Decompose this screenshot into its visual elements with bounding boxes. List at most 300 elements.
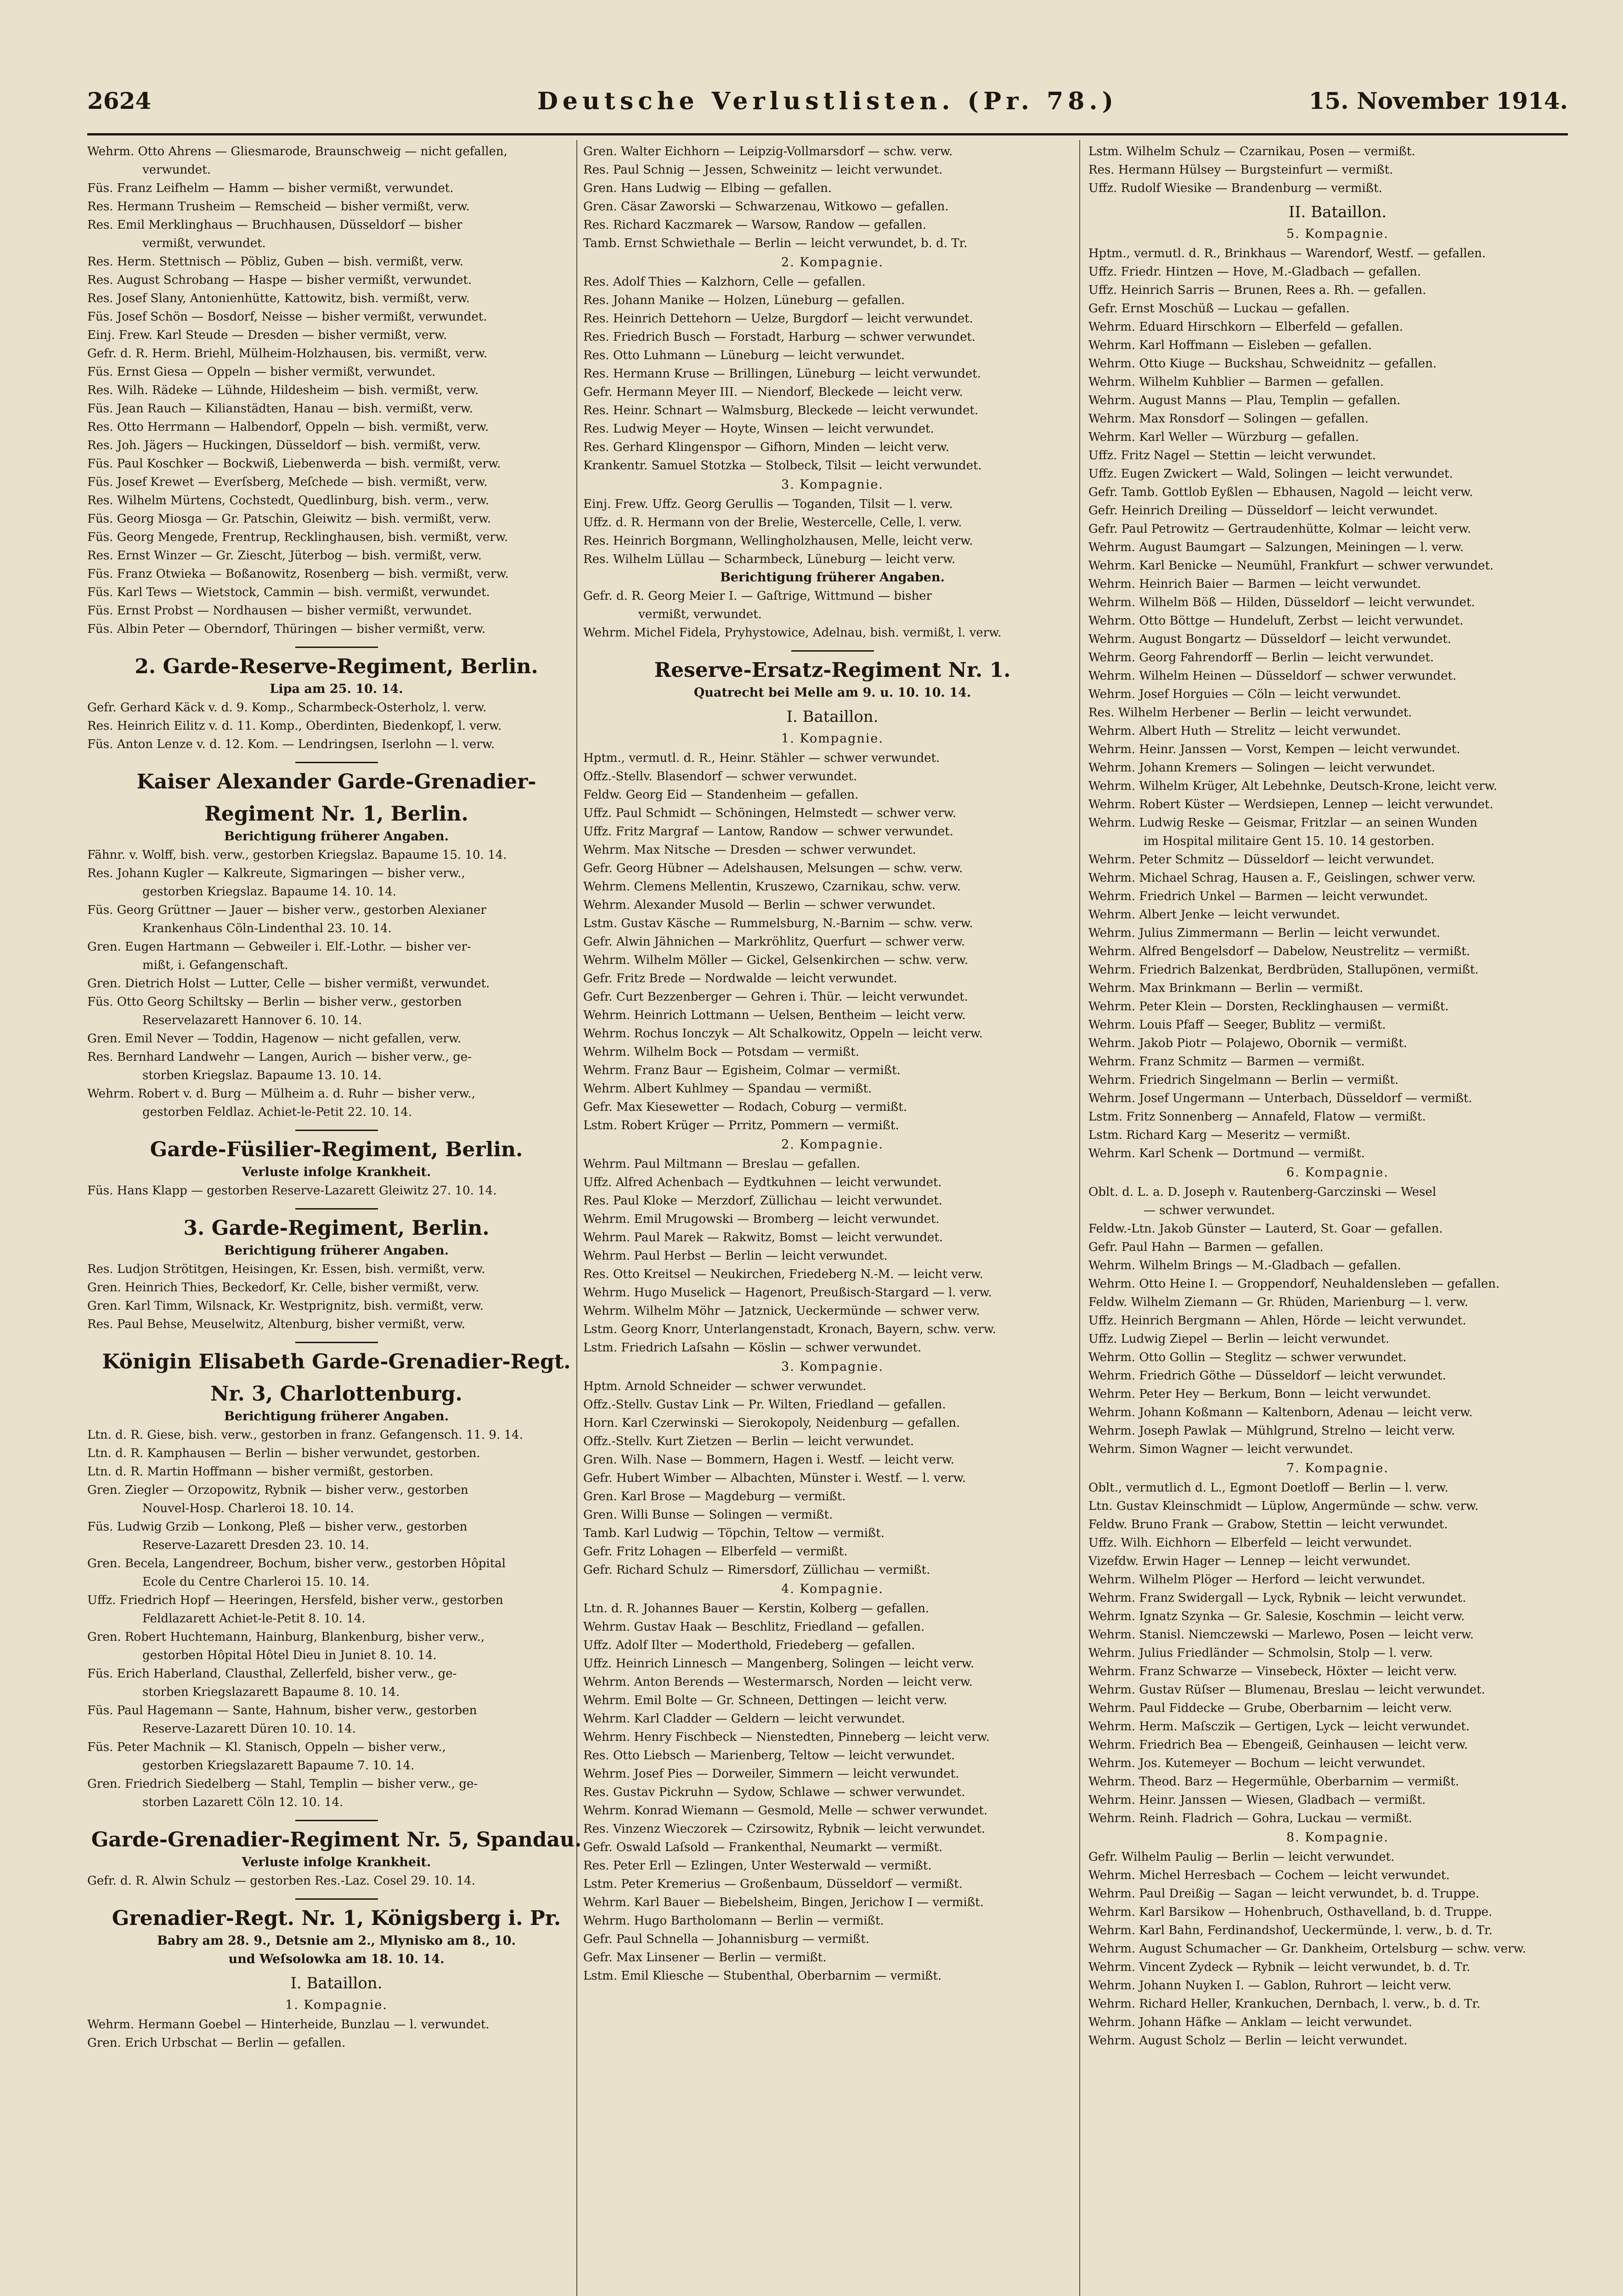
casualty-entry: Wehrm. Friedrich Unkel — Barmen — leicht verwundet. — [1088, 889, 1428, 903]
casualty-entry: Füs. Josef Krewet — Everſsberg, Meſchede — bish. vermißt, verw. — [87, 475, 488, 489]
casualty-entry: Wehrm. Franz Schmitz — Barmen — vermißt. — [1088, 1055, 1365, 1069]
casualty-entry: Füs. Otto Georg Schiltsky — Berlin — bisher verw., gestorben — [87, 995, 462, 1009]
casualty-entry: Wehrm. Hugo Muselick — Hagenort, Preußisch-Stargard — l. verw. — [583, 1286, 992, 1300]
regiment-heading: Regiment Nr. 1, Berlin. — [204, 802, 468, 826]
casualty-entry: Wehrm. Josef Pies — Dorweiler, Simmern — leicht verwundet. — [583, 1767, 959, 1781]
casualty-entry-continuation: storben Kriegslaz. Bapaume 13. 10. 14. — [142, 1069, 382, 1082]
casualty-entry: Einj. Frew. Karl Steude — Dresden — bisher vermißt, verw. — [87, 328, 447, 342]
casualty-entry: Wehrm. Paul Herbst — Berlin — leicht verwundet. — [583, 1249, 888, 1263]
casualty-entry: Res. Paul Kloke — Merzdorf, Züllichau — leicht verwundet. — [583, 1194, 943, 1208]
casualty-entry: Gefr. Tamb. Gottlob Eyßlen — Ebhausen, Nagold — leicht verw. — [1088, 485, 1473, 499]
company-heading: 3. Kompagnie. — [781, 1360, 884, 1374]
section-separator — [295, 1208, 378, 1210]
casualty-entry: Wehrm. Josef Horguies — Cöln — leicht verwundet. — [1088, 687, 1401, 701]
casualty-entry: Wehrm. Julius Zimmermann — Berlin — leicht verwundet. — [1088, 926, 1441, 940]
section-separator — [295, 1820, 378, 1821]
casualty-entry: Gefr. Oswald Laſsold — Frankenthal, Neumarkt — vermißt. — [583, 1840, 943, 1854]
casualty-entry: Füs. Georg Mengede, Frentrup, Recklinghausen, bish. vermißt, verw. — [87, 530, 508, 544]
casualty-entry: Gren. Eugen Hartmann — Gebweiler i. Elf.-Lothr. — bisher ver- — [87, 940, 471, 954]
casualty-entry: Füs. Georg Miosga — Gr. Patschin, Gleiwitz — bish. vermißt, verw. — [87, 512, 491, 526]
casualty-entry: Uffz. Eugen Zwickert — Wald, Solingen — leicht verwundet. — [1088, 467, 1453, 481]
casualty-entry: Wehrm. Friedrich Singelmann — Berlin — vermißt. — [1088, 1073, 1399, 1087]
casualty-entry: Wehrm. Hermann Goebel — Hinterheide, Bunzlau — l. verwundet. — [87, 2018, 490, 2032]
casualty-entry: Krankentr. Samuel Stotzka — Stolbeck, Tilsit — leicht verwundet. — [583, 459, 982, 473]
company-heading: 2. Kompagnie. — [781, 1137, 884, 1152]
casualty-entry: Gren. Robert Huchtemann, Hainburg, Blankenburg, bisher verw., — [87, 1630, 485, 1644]
casualty-entry: Ltn. d. R. Johannes Bauer — Kerstin, Kolberg — gefallen. — [583, 1602, 930, 1615]
casualty-entry: Uffz. Alfred Achenbach — Eydtkuhnen — leicht verwundet. — [583, 1176, 942, 1189]
casualty-entry: Einj. Frew. Uffz. Georg Gerullis — Toganden, Tilsit — l. verw. — [583, 497, 953, 511]
casualty-entry: Gefr. Paul Petrowitz — Gertraudenhütte, Kolmar — leicht verw. — [1088, 522, 1471, 536]
casualty-entry: Wehrm. Franz Baur — Egisheim, Colmar — vermißt. — [583, 1064, 901, 1077]
casualty-entry-continuation: Nouvel-Hosp. Charleroi 18. 10. 14. — [142, 1502, 354, 1515]
casualty-entry: Gefr. Fritz Lohagen — Elberfeld — vermißt. — [583, 1545, 848, 1559]
casualty-entry: Lstm. Georg Knorr, Unterlangenstadt, Kronach, Bayern, schw. verw. — [583, 1322, 997, 1336]
casualty-entry: Res. Josef Slany, Antonienhütte, Kattowitz, bish. vermißt, verw. — [87, 292, 470, 305]
casualty-entry: Wehrm. Paul Dreißig — Sagan — leicht verwundet, b. d. Truppe. — [1088, 1887, 1480, 1901]
casualty-entry: Wehrm. August Manns — Plau, Templin — gefallen. — [1088, 394, 1401, 407]
casualty-entry: Fähnr. v. Wolff, bish. verw., gestorben Kriegslaz. Bapaume 15. 10. 14. — [87, 848, 507, 862]
casualty-entry: Ltn. d. R. Martin Hoffmann — bisher vermißt, gestorben. — [87, 1465, 434, 1479]
casualty-entry: Wehrm. Eduard Hirschkorn — Elberfeld — gefallen. — [1088, 320, 1403, 334]
casualty-entry: Wehrm. Ludwig Reske — Geismar, Fritzlar — an seinen Wunden — [1088, 816, 1477, 830]
regiment-heading: 2. Garde-Reserve-Regiment, Berlin. — [135, 655, 538, 678]
section-subheading: Berichtigung früherer Angaben. — [720, 570, 945, 585]
casualty-entry: Wehrm. Heinrich Baier — Barmen — leicht verwundet. — [1088, 577, 1421, 591]
casualty-entry: Gefr. Curt Bezzenberger — Gehren i. Thür. — leicht verwundet. — [583, 990, 968, 1004]
page-date: 15. November 1914. — [1308, 87, 1568, 114]
casualty-entry: Gren. Ziegler — Orzopowitz, Rybnik — bisher verw., gestorben — [87, 1483, 468, 1497]
casualty-entry: Wehrm. Otto Ahrens — Gliesmarode, Braunschweig — nicht gefallen, — [87, 145, 507, 158]
casualty-entry: Gren. Karl Brose — Magdeburg — vermißt. — [583, 1490, 846, 1503]
column-2 — [583, 142, 1082, 1985]
casualty-entry: Gefr. d. R. Alwin Schulz — gestorben Res.-Laz. Cosel 29. 10. 14. — [87, 1874, 475, 1888]
casualty-entry: Wehrm. Peter Hey — Berkum, Bonn — leicht verwundet. — [1088, 1387, 1431, 1401]
casualty-entry: Gren. Dietrich Holst — Lutter, Celle — bisher vermißt, verwundet. — [87, 977, 490, 990]
page-title: Deutsche Verlustlisten. (Pr. 78.) — [537, 87, 1118, 115]
casualty-entry: Wehrm. Henry Fischbeck — Nienstedten, Pinneberg — leicht verw. — [583, 1730, 990, 1744]
column-1 — [87, 142, 586, 2052]
page-number: 2624 — [87, 87, 152, 114]
casualty-entry: Res. Otto Liebsch — Marienberg, Teltow — leicht verwundet. — [583, 1749, 955, 1762]
casualty-entry: Gren. Walter Eichhorn — Leipzig-Vollmarsdorf — schw. verw. — [583, 145, 953, 158]
casualty-entry: Wehrm. August Schumacher — Gr. Dankheim, Ortelsburg — schw. verw. — [1088, 1942, 1526, 1956]
casualty-entry: Wehrm. Wilhelm Plöger — Herford — leicht verwundet. — [1088, 1573, 1426, 1587]
section-separator — [295, 1342, 378, 1343]
casualty-entry: Wehrm. Rochus Ionczyk — Alt Schalkowitz, Oppeln — leicht verw. — [583, 1027, 983, 1041]
header-rule — [87, 133, 1568, 135]
casualty-entry-continuation: Feldlazarett Achiet-le-Petit 8. 10. 14. — [142, 1612, 366, 1626]
casualty-entry: Lstm. Fritz Sonnenberg — Annafeld, Flatow — vermißt. — [1088, 1110, 1426, 1124]
casualty-entry: Füs. Ludwig Grzib — Lonkong, Pleß — bisher verw., gestorben — [87, 1520, 468, 1534]
casualty-entry: Res. Richard Kaczmarek — Warsow, Randow — gefallen. — [583, 218, 927, 232]
casualty-entry: Wehrm. Anton Berends — Westermarsch, Norden — leicht verw. — [583, 1675, 973, 1689]
casualty-entry-continuation: — schwer verwundet. — [1144, 1204, 1275, 1217]
casualty-entry: Wehrm. Simon Wagner — leicht verwundet. — [1088, 1442, 1353, 1456]
casualty-entry: Wehrm. Georg Fahrendorff — Berlin — leicht verwundet. — [1088, 651, 1434, 664]
company-heading: 8. Kompagnie. — [1286, 1830, 1389, 1845]
battalion-heading: II. Bataillon. — [1288, 203, 1387, 221]
casualty-entry: Wehrm. Johann Häfke — Anklam — leicht verwundet. — [1088, 2015, 1413, 2029]
casualty-entry: Wehrm. Wilhelm Heinen — Düsseldorf — schwer verwundet. — [1088, 669, 1457, 683]
casualty-entry: Tamb. Karl Ludwig — Töpchin, Teltow — vermißt. — [583, 1526, 885, 1540]
casualty-entry-continuation: gestorben Kriegslazarett Bapaume 7. 10. 14. — [142, 1759, 415, 1773]
casualty-entry: Wehrm. Karl Cladder — Geldern — leicht verwundet. — [583, 1712, 905, 1726]
casualty-entry: Wehrm. Konrad Wiemann — Gesmold, Melle — schwer verwundet. — [583, 1804, 988, 1818]
casualty-entry: Wehrm. Paul Fiddecke — Grube, Oberbarnim — leicht verw. — [1088, 1701, 1452, 1715]
casualty-entry: Füs. Peter Machnik — Kl. Stanisch, Oppeln — bisher verw., — [87, 1740, 446, 1754]
section-subheading: Babry am 28. 9., Detsnie am 2., Mlynisko am 8., 10. — [157, 1934, 516, 1948]
casualty-entry: Uffz. Paul Schmidt — Schöningen, Helmstedt — schwer verw. — [583, 806, 957, 820]
casualty-entry: Wehrm. Friedrich Göthe — Düsseldorf — leicht verwundet. — [1088, 1369, 1446, 1383]
casualty-entry: Füs. Franz Leifhelm — Hamm — bisher vermißt, verwundet. — [87, 181, 454, 195]
regiment-heading: Kaiser Alexander Garde-Grenadier- — [136, 770, 536, 793]
casualty-entry: Offz.-Stellv. Gustav Link — Pr. Wilten, Friedland — gefallen. — [583, 1398, 946, 1412]
casualty-entry: Füs. Ernst Probst — Nordhausen — bisher vermißt, verwundet. — [87, 604, 472, 618]
casualty-entry-continuation: gestorben Hôpital Hôtel Dieu in Juniet 8. 10. 14. — [142, 1649, 437, 1662]
casualty-entry: Res. Adolf Thies — Kalzhorn, Celle — gefallen. — [583, 275, 866, 289]
casualty-entry-continuation: gestorben Feldlaz. Achiet-le-Petit 22. 10. 14. — [142, 1105, 412, 1119]
casualty-entry: Wehrm. Franz Swidergall — Lyck, Rybnik — leicht verwundet. — [1088, 1591, 1466, 1605]
section-subheading: Berichtigung früherer Angaben. — [224, 829, 449, 844]
casualty-entry: Wehrm. Otto Kiuge — Buckshau, Schweidnitz — gefallen. — [1088, 357, 1437, 371]
casualty-entry: Oblt. d. L. a. D. Joseph v. Rautenberg-Garczinski — Wesel — [1088, 1185, 1437, 1199]
casualty-entry: Wehrm. Wilhelm Brings — M.-Gladbach — gefallen. — [1088, 1259, 1401, 1272]
casualty-entry: Uffz. Heinrich Bergmann — Ahlen, Hörde — leicht verwundet. — [1088, 1314, 1466, 1328]
casualty-entry: Wehrm. Alexander Musold — Berlin — schwer verwundet. — [583, 898, 936, 912]
casualty-entry: Wehrm. Peter Schmitz — Düsseldorf — leicht verwundet. — [1088, 853, 1435, 867]
casualty-entry: Gefr. d. R. Herm. Briehl, Mülheim-Holzhausen, bis. vermißt, verw. — [87, 347, 488, 360]
casualty-entry: Wehrm. Emil Bolte — Gr. Schneen, Dettingen — leicht verw. — [583, 1694, 947, 1707]
casualty-entry: Uffz. Wilh. Eichhorn — Elberfeld — leicht verwundet. — [1088, 1536, 1412, 1550]
casualty-entry: Wehrm. Herm. Maſsczik — Gertigen, Lyck — leicht verwundet. — [1088, 1720, 1470, 1733]
casualty-entry: Gefr. Wilhelm Paulig — Berlin — leicht verwundet. — [1088, 1850, 1395, 1864]
casualty-entry: Füs. Anton Lenze v. d. 12. Kom. — Lendringsen, Iserlohn — l. verw. — [87, 737, 495, 751]
casualty-entry: Gefr. Alwin Jähnichen — Markröhlitz, Querfurt — schwer verw. — [583, 935, 965, 949]
casualty-entry: Wehrm. Karl Schenk — Dortmund — vermißt. — [1088, 1147, 1365, 1160]
casualty-entry: Lstm. Gustav Käsche — Rummelsburg, N.-Barnim — schw. verw. — [583, 917, 973, 930]
casualty-entry: Uffz. Heinrich Sarris — Brunen, Rees a. Rh. — gefallen. — [1088, 283, 1426, 297]
casualty-entry-continuation: im Hospital militaire Gent 15. 10. 14 gestorben. — [1144, 834, 1435, 848]
casualty-entry: Füs. Erich Haberland, Clausthal, Zellerfeld, bisher verw., ge- — [87, 1667, 457, 1681]
casualty-entry: Gefr. d. R. Georg Meier I. — Gaſtrige, Wittmund — bisher — [583, 589, 932, 603]
casualty-entry: Lstm. Wilhelm Schulz — Czarnikau, Posen — vermißt. — [1088, 145, 1415, 158]
company-heading: 2. Kompagnie. — [781, 255, 884, 270]
casualty-entry: Res. Bernhard Landwehr — Langen, Aurich — bisher verw., ge- — [87, 1050, 472, 1064]
casualty-entry: Wehrm. Gustav Haak — Beschlitz, Friedland — gefallen. — [583, 1620, 925, 1634]
casualty-entry: Oblt., vermutlich d. L., Egmont Doetloff — Berlin — l. verw. — [1088, 1481, 1448, 1495]
casualty-entry: Uffz. Friedrich Hopf — Heeringen, Hersfeld, bisher verw., gestorben — [87, 1593, 503, 1607]
casualty-entry: Res. Heinr. Schnart — Walmsburg, Bleckede — leicht verwundet. — [583, 404, 979, 417]
section-separator — [791, 650, 874, 652]
casualty-entry: Gren. Hans Ludwig — Elbing — gefallen. — [583, 181, 832, 195]
casualty-entry: Wehrm. Julius Friedländer — Schmolsin, Stolp — l. verw. — [1088, 1646, 1433, 1660]
casualty-entry: Gren. Wilh. Nase — Bommern, Hagen i. Westf. — leicht verw. — [583, 1453, 955, 1467]
casualty-entry: Füs. Jean Rauch — Kilianstädten, Hanau — bish. vermißt, verw. — [87, 402, 473, 416]
casualty-entry: Gren. Karl Timm, Wilsnack, Kr. Westprignitz, bish. vermißt, verw. — [87, 1299, 484, 1313]
casualty-entry: Wehrm. Michael Schrag, Hausen a. F., Geislingen, schwer verw. — [1088, 871, 1476, 885]
casualty-entry: Hptm. Arnold Schneider — schwer verwundet. — [583, 1379, 867, 1393]
casualty-entry: Feldw. Bruno Frank — Grabow, Stettin — leicht verwundet. — [1088, 1518, 1448, 1531]
casualty-entry: Füs. Ernst Giesa — Oppeln — bisher vermißt, verwundet. — [87, 365, 436, 379]
casualty-entry: Wehrm. Wilhelm Möller — Gickel, Gelsenkirchen — schw. verw. — [583, 953, 969, 967]
casualty-entry: Wehrm. Franz Schwarze — Vinsebeck, Höxter — leicht verw. — [1088, 1665, 1457, 1678]
casualty-entry: Wehrm. Louis Pfaff — Seeger, Bublitz — vermißt. — [1088, 1018, 1386, 1032]
regiment-heading: Nr. 3, Charlottenburg. — [210, 1382, 462, 1406]
casualty-entry: Res. Ernst Winzer — Gr. Ziescht, Jüterbog — bish. vermißt, verw. — [87, 549, 482, 563]
casualty-entry: Uffz. Fritz Nagel — Stettin — leicht verwundet. — [1088, 449, 1376, 462]
casualty-entry: Res. Herm. Stettnisch — Pöbliz, Guben — bish. vermißt, verw. — [87, 255, 464, 269]
casualty-entry: Wehrm. Friedrich Bea — Ebengeiß, Geinhausen — leicht verw. — [1088, 1738, 1468, 1752]
casualty-entry: Wehrm. Vincent Zydeck — Rybnik — leicht verwundet, b. d. Tr. — [1088, 1960, 1471, 1974]
casualty-entry: Res. Wilhelm Mürtens, Cochstedt, Quedlinburg, bish. verm., verw. — [87, 494, 489, 507]
section-separator — [295, 762, 378, 763]
casualty-entry: Wehrm. Robert v. d. Burg — Mülheim a. d. Ruhr — bisher verw., — [87, 1087, 476, 1101]
casualty-entry: Wehrm. Josef Ungermann — Unterbach, Düsseldorf — vermißt. — [1088, 1092, 1472, 1105]
casualty-entry: Res. Heinrich Eilitz v. d. 11. Komp., Oberdinten, Biedenkopf, l. verw. — [87, 719, 502, 733]
casualty-entry: Uffz. Adolf Ilter — Moderthold, Friedeberg — gefallen. — [583, 1638, 915, 1652]
casualty-entry: Res. Otto Herrmann — Halbendorf, Oppeln — bish. vermißt, verw. — [87, 420, 489, 434]
casualty-entry: Gren. Cäsar Zaworski — Schwarzenau, Witkowo — gefallen. — [583, 200, 949, 214]
casualty-entry: Ltn. Gustav Kleinschmidt — Lüplow, Angermünde — schw. verw. — [1088, 1499, 1479, 1513]
casualty-entry: Res. Hermann Kruse — Brillingen, Lüneburg — leicht verwundet. — [583, 367, 981, 381]
casualty-entry: Füs. Hans Klapp — gestorben Reserve-Lazarett Gleiwitz 27. 10. 14. — [87, 1184, 497, 1198]
casualty-entry-continuation: mißt, i. Gefangenschaft. — [142, 958, 288, 972]
regiment-heading: 3. Garde-Regiment, Berlin. — [183, 1216, 490, 1240]
casualty-entry: Res. Paul Behse, Meuselwitz, Altenburg, bisher vermißt, verw. — [87, 1317, 466, 1331]
section-separator — [295, 647, 378, 648]
casualty-entry: Gefr. Georg Hübner — Adelshausen, Melsungen — schw. verw. — [583, 861, 963, 875]
company-heading: 4. Kompagnie. — [781, 1582, 884, 1596]
casualty-entry-continuation: gestorben Kriegslaz. Bapaume 14. 10. 14. — [142, 885, 396, 899]
casualty-entry: Gefr. Heinrich Dreiling — Düsseldorf — leicht verwundet. — [1088, 504, 1438, 518]
casualty-entry: Gefr. Hubert Wimber — Albachten, Münster i. Westf. — l. verw. — [583, 1471, 966, 1485]
section-subheading: Verluste infolge Krankheit. — [242, 1165, 431, 1179]
casualty-entry: Gefr. Max Linsener — Berlin — vermißt. — [583, 1951, 827, 1964]
casualty-entry: Wehrm. Stanisl. Niemczewski — Marlewo, Posen — leicht verw. — [1088, 1628, 1474, 1642]
casualty-entry: Wehrm. Otto Gollin — Steglitz — schwer verwundet. — [1088, 1351, 1407, 1364]
casualty-entry: Hptm., vermutl. d. R., Heinr. Stähler — schwer verwundet. — [583, 751, 940, 765]
casualty-entry: Lstm. Richard Karg — Meseritz — vermißt. — [1088, 1128, 1351, 1142]
casualty-entry: Horn. Karl Czerwinski — Sierokopoly, Neidenburg — gefallen. — [583, 1416, 960, 1430]
casualty-entry: Lstm. Robert Krüger — Prritz, Pommern — vermißt. — [583, 1119, 899, 1132]
casualty-entry: Gren. Heinrich Thies, Beckedorf, Kr. Celle, bisher vermißt, verw. — [87, 1281, 479, 1294]
casualty-entry: Gefr. Paul Hahn — Barmen — gefallen. — [1088, 1240, 1324, 1254]
casualty-entry: Wehrm. Reinh. Fladrich — Gohra, Luckau — vermißt. — [1088, 1812, 1413, 1825]
casualty-entry: Wehrm. Heinr. Janssen — Vorst, Kempen — leicht verwundet. — [1088, 743, 1460, 756]
regiment-heading: Garde-Grenadier-Regiment Nr. 5, Spandau. — [91, 1828, 582, 1851]
casualty-entry: Res. Otto Kreitsel — Neukirchen, Friedeberg N.-M. — leicht verw. — [583, 1267, 983, 1281]
casualty-entry: Res. Hermann Hülsey — Burgsteinfurt — vermißt. — [1088, 163, 1393, 177]
casualty-entry: Wehrm. Max Brinkmann — Berlin — vermißt. — [1088, 981, 1364, 995]
casualty-entry: Wehrm. Karl Benicke — Neumühl, Frankfurt — schwer verwundet. — [1088, 559, 1494, 573]
casualty-entry: Wehrm. Jakob Piotr — Polajewo, Obornik — vermißt. — [1088, 1036, 1408, 1050]
casualty-entry: Hptm., vermutl. d. R., Brinkhaus — Warendorf, Westf. — gefallen. — [1088, 247, 1486, 260]
casualty-entry: Res. Joh. Jägers — Huckingen, Düsseldorf — bish. vermißt, verw. — [87, 439, 481, 452]
casualty-entry-continuation: vermißt, verwundet. — [638, 608, 762, 621]
casualty-entry-continuation: verwundet. — [142, 163, 211, 177]
casualty-entry: Gren. Friedrich Siedelberg — Stahl, Templin — bisher verw., ge- — [87, 1777, 478, 1791]
casualty-entry: Füs. Franz Otwieka — Boßanowitz, Rosenberg — bish. vermißt, verw. — [87, 567, 509, 581]
casualty-entry: Vizefdw. Erwin Hager — Lennep — leicht verwundet. — [1088, 1554, 1411, 1568]
casualty-entry-continuation: storben Kriegslazarett Bapaume 8. 10. 14. — [142, 1685, 400, 1699]
casualty-entry: Wehrm. Clemens Mellentin, Kruszewo, Czarnikau, schw. verw. — [583, 880, 961, 894]
casualty-entry: Res. Emil Merklinghaus — Bruchhausen, Düsseldorf — bisher — [87, 218, 462, 232]
casualty-entry: Res. August Schrobang — Haspe — bisher vermißt, verwundet. — [87, 273, 472, 287]
regiment-heading: Grenadier-Regt. Nr. 1, Königsberg i. Pr. — [112, 1907, 561, 1930]
casualty-entry: Wehrm. Joseph Pawlak — Mühlgrund, Strelno — leicht verw. — [1088, 1424, 1455, 1438]
casualty-entry: Res. Peter Erll — Ezlingen, Unter Westerwald — vermißt. — [583, 1859, 932, 1873]
casualty-entry: Uffz. Ludwig Ziepel — Berlin — leicht verwundet. — [1088, 1332, 1390, 1346]
casualty-entry: Wehrm. Max Ronsdorf — Solingen — gefallen. — [1088, 412, 1369, 426]
casualty-entry: Wehrm. Emil Mrugowski — Bromberg — leicht verwundet. — [583, 1212, 940, 1226]
regiment-heading: Reserve-Ersatz-Regiment Nr. 1. — [654, 658, 1011, 682]
casualty-entry: Offz.-Stellv. Blasendorf — schwer verwundet. — [583, 770, 857, 783]
casualty-entry: Wehrm. Albert Kuhlmey — Spandau — vermißt. — [583, 1082, 872, 1096]
casualty-entry: Res. Heinrich Dettehorn — Uelze, Burgdorf — leicht verwundet. — [583, 312, 973, 326]
casualty-entry-continuation: Reserve-Lazarett Düren 10. 10. 14. — [142, 1722, 356, 1736]
casualty-entry: Uffz. d. R. Hermann von der Brelie, Westercelle, Celle, l. verw. — [583, 516, 962, 529]
casualty-entry: Res. Paul Schnig — Jessen, Schweinitz — leicht verwundet. — [583, 163, 943, 177]
casualty-entry: Wehrm. Michel Fidela, Pryhystowice, Adelnau, bish. vermißt, l. verw. — [583, 626, 1002, 640]
casualty-entry: Gefr. Paul Schnella — Johannisburg — vermißt. — [583, 1932, 869, 1946]
section-separator — [295, 1898, 378, 1900]
casualty-entry: Wehrm. Karl Weller — Würzburg — gefallen. — [1088, 430, 1359, 444]
section-subheading: Lipa am 25. 10. 14. — [270, 682, 403, 696]
casualty-entry: Res. Wilhelm Lüllau — Scharmbeck, Lüneburg — leicht verw. — [583, 552, 956, 566]
casualty-entry: Wehrm. Wilhelm Böß — Hilden, Düsseldorf — leicht verwundet. — [1088, 596, 1475, 609]
casualty-entry: Gefr. Hermann Meyer III. — Niendorf, Bleckede — leicht verw. — [583, 385, 963, 399]
casualty-entry: Wehrm. Ignatz Szynka — Gr. Salesie, Koschmin — leicht verw. — [1088, 1609, 1465, 1623]
section-subheading: Berichtigung früherer Angaben. — [224, 1409, 449, 1424]
casualty-entry: Res. Otto Luhmann — Lüneburg — leicht verwundet. — [583, 349, 905, 362]
casualty-entry: Wehrm. Max Nitsche — Dresden — schwer verwundet. — [583, 843, 916, 857]
casualty-entry: Wehrm. Otto Böttge — Hundeluft, Zerbst — leicht verwundet. — [1088, 614, 1464, 628]
casualty-entry: Res. Ludwig Meyer — Hoyte, Winsen — leicht verwundet. — [583, 422, 934, 436]
casualty-entry: Füs. Paul Koschker — Bockwiß, Liebenwerda — bish. vermißt, verw. — [87, 457, 501, 471]
company-heading: 5. Kompagnie. — [1286, 227, 1389, 241]
casualty-entry: Wehrm. Theod. Barz — Hegermühle, Oberbarnim — vermißt. — [1088, 1775, 1459, 1789]
casualty-entry: Wehrm. Wilhelm Krüger, Alt Lebehnke, Deutsch-Krone, leicht verw. — [1088, 779, 1497, 793]
casualty-entry: Füs. Paul Hagemann — Sante, Hahnum, bisher verw., gestorben — [87, 1704, 477, 1717]
battalion-heading: I. Bataillon. — [786, 708, 879, 726]
casualty-entry: Feldw. Georg Eid — Standenheim — gefallen. — [583, 788, 859, 802]
casualty-entry: Wehrm. Robert Küster — Werdsiepen, Lennep — leicht verwundet. — [1088, 798, 1493, 811]
casualty-entry: Gefr. Ernst Moschüß — Luckau — gefallen. — [1088, 302, 1350, 315]
casualty-entry: Wehrm. Heinr. Janssen — Wiesen, Gladbach — vermißt. — [1088, 1793, 1426, 1807]
casualty-entry: Uffz. Heinrich Linnesch — Mangenberg, Solingen — leicht verw. — [583, 1657, 975, 1671]
casualty-entry: Uffz. Friedr. Hintzen — Hove, M.-Gladbach — gefallen. — [1088, 265, 1421, 279]
company-heading: 3. Kompagnie. — [781, 478, 884, 492]
regiment-heading: Garde-Füsilier-Regiment, Berlin. — [150, 1138, 523, 1161]
casualty-entry: Wehrm. Alfred Bengelsdorf — Dabelow, Neustrelitz — vermißt. — [1088, 945, 1470, 958]
casualty-entry: Wehrm. Karl Hoffmann — Eisleben — gefallen. — [1088, 338, 1372, 352]
casualty-entry: Res. Ludjon Strötitgen, Heisingen, Kr. Essen, bish. vermißt, verw. — [87, 1262, 485, 1276]
casualty-entry: Res. Hermann Trusheim — Remscheid — bisher vermißt, verw. — [87, 200, 470, 214]
page-header — [87, 87, 1568, 124]
casualty-entry: Wehrm. Gustav Rüſser — Blumenau, Breslau — leicht verwundet. — [1088, 1683, 1485, 1697]
casualty-entry: Gefr. Fritz Brede — Nordwalde — leicht verwundet. — [583, 972, 897, 985]
company-heading: 1. Kompagnie. — [781, 732, 884, 746]
company-heading: 7. Kompagnie. — [1286, 1461, 1389, 1475]
casualty-entry: Res. Wilhelm Herbener — Berlin — leicht verwundet. — [1088, 706, 1412, 720]
casualty-entry: Uffz. Rudolf Wiesike — Brandenburg — vermißt. — [1088, 181, 1382, 195]
casualty-entry: Res. Friedrich Busch — Forstadt, Harburg — schwer verwundet. — [583, 330, 976, 344]
section-subheading: Quatrecht bei Melle am 9. u. 10. 10. 14. — [693, 686, 971, 700]
casualty-entry: Gefr. Gerhard Käck v. d. 9. Komp., Scharmbeck-Osterholz, l. verw. — [87, 701, 487, 715]
section-subheading: Verluste infolge Krankheit. — [242, 1855, 431, 1869]
casualty-entry: Wehrm. Heinrich Lottmann — Uelsen, Bentheim — leicht verw. — [583, 1008, 966, 1022]
casualty-entry: Wehrm. Johann Nuyken I. — Gablon, Ruhrort — leicht verw. — [1088, 1979, 1452, 1992]
casualty-entry: Ltn. d. R. Giese, bish. verw., gestorben in franz. Gefangensch. 11. 9. 14. — [87, 1428, 523, 1442]
casualty-entry-continuation: Krankenhaus Cöln-Lindenthal 23. 10. 14. — [142, 922, 392, 935]
casualty-entry: Wehrm. Johann Kremers — Solingen — leicht verwundet. — [1088, 761, 1436, 775]
casualty-entry: Tamb. Ernst Schwiethale — Berlin — leicht verwundet, b. d. Tr. — [583, 236, 968, 250]
casualty-entry: Lstm. Emil Kliesche — Stubenthal, Oberbarnim — vermißt. — [583, 1969, 942, 1983]
casualty-entry: Wehrm. Paul Miltmann — Breslau — gefallen. — [583, 1157, 860, 1171]
casualty-entry: Gren. Erich Urbschat — Berlin — gefallen. — [87, 2036, 346, 2050]
casualty-entry: Wehrm. Friedrich Balzenkat, Berdbrüden, Stallupönen, vermißt. — [1088, 963, 1479, 977]
casualty-entry: Gefr. Max Kiesewetter — Rodach, Coburg — vermißt. — [583, 1100, 907, 1114]
casualty-entry: Wehrm. Michel Herresbach — Cochem — leicht verwundet. — [1088, 1868, 1450, 1882]
casualty-entry: Wehrm. Albert Jenke — leicht verwundet. — [1088, 908, 1340, 922]
section-separator — [295, 1130, 378, 1131]
casualty-entry: Wehrm. Karl Barsikow — Hohenbruch, Osthavelland, b. d. Truppe. — [1088, 1905, 1493, 1919]
casualty-entry: Wehrm. August Bongartz — Düsseldorf — leicht verwundet. — [1088, 632, 1451, 646]
casualty-entry: Füs. Georg Grüttner — Jauer — bisher verw., gestorben Alexianer — [87, 903, 486, 917]
casualty-entry: Wehrm. Wilhelm Bock — Potsdam — vermißt. — [583, 1045, 859, 1059]
casualty-entry: Wehrm. Wilhelm Kuhblier — Barmen — gefallen. — [1088, 375, 1384, 389]
regiment-heading: Königin Elisabeth Garde-Grenadier-Regt. — [102, 1350, 571, 1373]
casualty-entry: Wehrm. Wilhelm Möhr — Jatznick, Ueckermünde — schwer verw. — [583, 1304, 980, 1318]
casualty-entry: Wehrm. Paul Marek — Rakwitz, Bomst — leicht verwundet. — [583, 1231, 943, 1244]
casualty-entry: Füs. Josef Schön — Bosdorf, Neisse — bisher vermißt, verwundet. — [87, 310, 487, 324]
casualty-entry-continuation: Reservelazarett Hannover 6. 10. 14. — [142, 1013, 362, 1027]
casualty-entry: Res. Vinzenz Wieczorek — Czirsowitz, Rybnik — leicht verwundet. — [583, 1822, 986, 1836]
company-heading: 1. Kompagnie. — [285, 1998, 388, 2012]
casualty-entry: Wehrm. Jos. Kutemeyer — Bochum — leicht verwundet. — [1088, 1756, 1426, 1770]
casualty-entry: Feldw. Wilhelm Ziemann — Gr. Rhüden, Marienburg — l. verw. — [1088, 1295, 1468, 1309]
casualty-entry: Gefr. Richard Schulz — Rimersdorf, Züllichau — vermißt. — [583, 1563, 930, 1577]
casualty-entry: Wehrm. Johann Koßmann — Kaltenborn, Adenau — leicht verw. — [1088, 1406, 1473, 1419]
casualty-entry: Wehrm. Richard Heller, Krankuchen, Dernbach, l. verw., b. d. Tr. — [1088, 1997, 1481, 2011]
casualty-entry: Wehrm. Hugo Bartholomann — Berlin — vermißt. — [583, 1914, 884, 1928]
casualty-entry: Wehrm. Karl Bauer — Biebelsheim, Bingen, Jerichow I — vermißt. — [583, 1896, 984, 1909]
casualty-entry: Wehrm. Peter Klein — Dorsten, Recklinghausen — vermißt. — [1088, 1000, 1449, 1013]
battalion-heading: I. Bataillon. — [290, 1974, 383, 1992]
casualty-entry: Gren. Becela, Langendreer, Bochum, bisher verw., gestorben Hôpital — [87, 1557, 506, 1570]
casualty-entry: Gren. Willi Bunse — Solingen — vermißt. — [583, 1508, 833, 1522]
casualty-entry: Füs. Albin Peter — Oberndorf, Thüringen — bisher vermißt, verw. — [87, 622, 486, 636]
casualty-entry: Wehrm. Albert Huth — Strelitz — leicht verwundet. — [1088, 724, 1401, 738]
casualty-entry: Res. Heinrich Borgmann, Wellingholzhausen, Melle, leicht verw. — [583, 534, 973, 548]
casualty-entry: Wehrm. Otto Heine I. — Groppendorf, Neuhaldensleben — gefallen. — [1088, 1277, 1500, 1291]
casualty-entry-continuation: vermißt, verwundet. — [142, 236, 266, 250]
casualty-entry: Res. Wilh. Rädeke — Lühnde, Hildesheim — bish. vermißt, verw. — [87, 383, 479, 397]
casualty-entry: Füs. Karl Tews — Wietstock, Cammin — bish. vermißt, verwundet. — [87, 585, 490, 599]
casualty-entry: Res. Gustav Pickruhn — Sydow, Schlawe — schwer verwundet. — [583, 1785, 965, 1799]
casualty-entry: Wehrm. August Baumgart — Salzungen, Meiningen — l. verw. — [1088, 540, 1464, 554]
casualty-entry: Lstm. Friedrich Laſsahn — Köslin — schwer verwundet. — [583, 1341, 922, 1355]
section-subheading: Berichtigung früherer Angaben. — [224, 1244, 449, 1258]
casualty-entry: Res. Gerhard Klingenspor — Gifhorn, Minden — leicht verw. — [583, 440, 949, 454]
casualty-entry: Res. Johann Manike — Holzen, Lüneburg — gefallen. — [583, 293, 905, 307]
casualty-entry: Uffz. Fritz Margraf — Lantow, Randow — schwer verwundet. — [583, 825, 953, 838]
casualty-entry: Feldw.-Ltn. Jakob Günster — Lauterd, St. Goar — gefallen. — [1088, 1222, 1443, 1236]
column-3 — [1088, 142, 1587, 2050]
casualty-entry-continuation: storben Lazarett Cöln 12. 10. 14. — [142, 1795, 344, 1809]
casualty-entry: Res. Johann Kugler — Kalkreute, Sigmaringen — bisher verw., — [87, 867, 465, 880]
